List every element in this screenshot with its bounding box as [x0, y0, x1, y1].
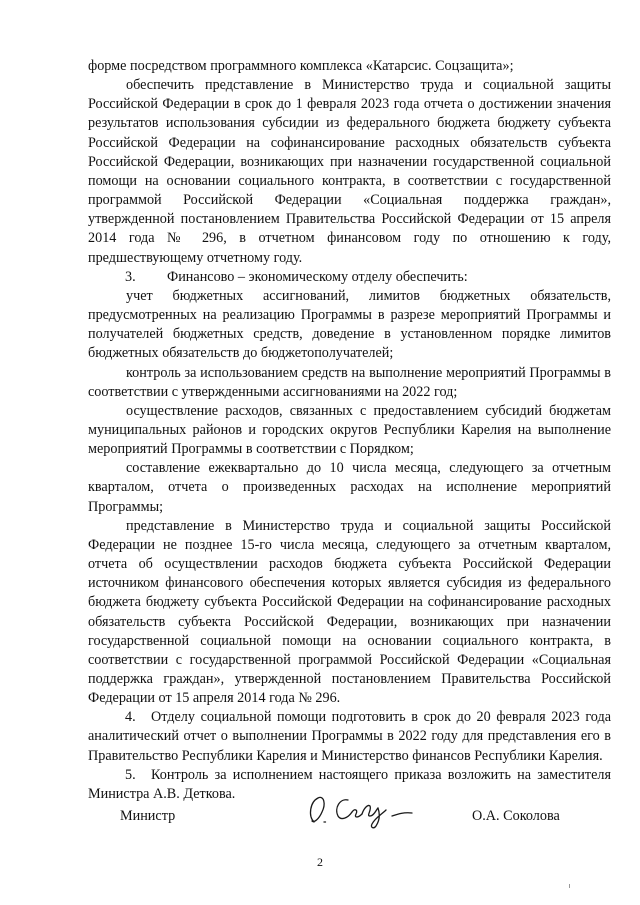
handwritten-signature	[300, 786, 430, 830]
paragraph: контроль за использованием средств на выполнение мероприятий Программы в соответствии с утвержденными ассигнованиями на 2022 год;	[88, 364, 611, 400]
numbered-paragraph-3	[88, 268, 611, 287]
document-body	[88, 57, 611, 804]
scan-artifact	[569, 884, 570, 888]
page-number: 2	[317, 855, 323, 869]
item-text: Отделу социальной помощи подготовить в срок до 20 февраля 2023 года аналитический отчет о выполнении Программы в 2022 году для представления его в Правительство Республики Карелия и Министерство финансов Республики Карелия.	[88, 709, 611, 764]
paragraph: представление в Министерство труда и социальной защиты Российской Федерации не позднее 15-го числа месяца, следующего за отчетным кварталом, отчета об осуществлении расходов бюджета субъекта Российской Федерации источником финансового обеспечения которых является субсидия из федерального бюджета бюджету субъекта Российской Федерации на софинансирование расходных обязательств субъекта Российской Федерации, возникающих при назначении государственной социальной помощи на основании социального контракта, в соответствии с государственной программой Российской Федерации «Социальная поддержка граждан», утвержденной постановлением Правительства Российской Федерации от 15 апреля 2014 года № 296.	[88, 517, 611, 707]
paragraph: осуществление расходов, связанных с предоставлением субсидий бюджетам муниципальных районов и городских округов Республики Карелия на выполнение мероприятий Программы в соответствии с Порядком;	[88, 402, 611, 458]
signatory-name: О.А. Соколова	[472, 808, 560, 824]
item-number: 4.	[125, 709, 136, 726]
paragraph: учет бюджетных ассигнований, лимитов бюджетных обязательств, предусмотренных на реализацию Программы в разрезе мероприятий Программы и получателей бюджетных средств, доведение в установленном порядке лимитов бюджетных обязательств до бюджетополучателей;	[88, 287, 611, 362]
paragraph: форме посредством программного комплекса «Катарсис. Соцзащита»;	[88, 58, 514, 74]
item-number: 3.	[125, 268, 136, 285]
paragraph: составление ежеквартально до 10 числа месяца, следующего за отчетным кварталом, отчета о произведенных расходах на исполнение мероприятий Программы;	[88, 460, 611, 515]
signature-block	[120, 806, 600, 830]
item-text: Контроль за исполнением настоящего приказа возложить на заместителя Министра А.В. Деткова.	[88, 766, 611, 802]
item-text: Финансово – экономическому отделу обеспечить:	[167, 268, 468, 285]
numbered-paragraph-4	[88, 708, 611, 765]
signatory-title: Министр	[120, 808, 176, 824]
item-number: 5.	[125, 766, 136, 783]
paragraph: обеспечить представление в Министерство труда и социальной защиты Российской Федерации в срок до 1 февраля 2023 года отчета о достижении значения результатов использования субсидии из федерального бюджета бюджету субъекта Российской Федерации на софинансирование расходных обязательств субъекта Российской Федерации, возникающих при назначении государственной социальной помощи на основании социального контракта, в соответствии с государственной программой Российской Федерации «Социальная поддержка граждан», утвержденной постановлением Правительства Российской Федерации от 15 апреля 2014 года № 296, в отчетном финансовом году по отношению к году, предшествующему отчетному году.	[88, 77, 611, 266]
